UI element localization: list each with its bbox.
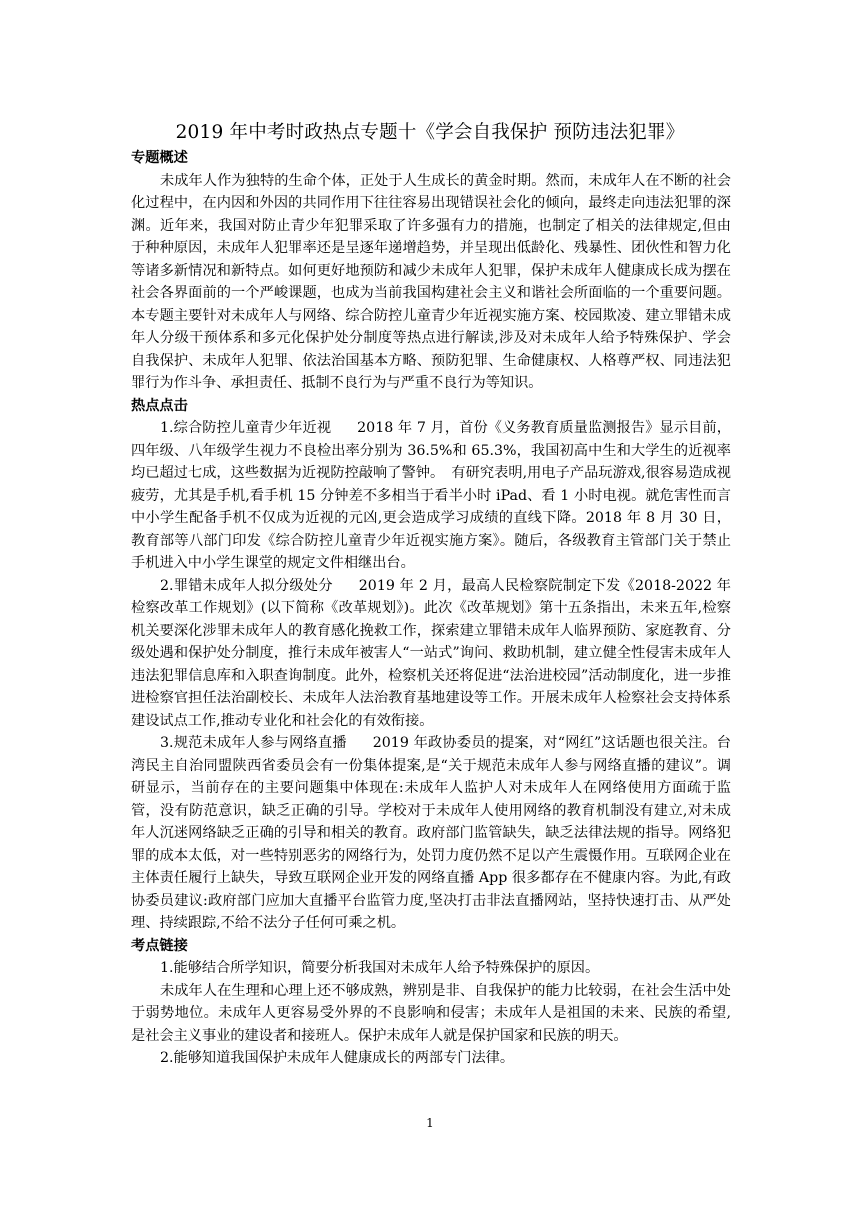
hotspot-text: 2019 年政协委员的提案，对“网红”这话题也很关注。台湾民主自治同盟陕西省委员会有一份集体提案,是“关于规范未成年人参与网络直播的建议”。调研显示，当前存在的主要问题集中体现在:未成年人监护人对未成年人在网络使用方面疏于监管，没有防范意识，缺乏正确的引导。学校对于未成年人使用网络的教育机制没有建立,对未成年人沉迷网络缺乏正确的引导和相关的教育。政府部门监管缺失，缺乏法律法规的指导。网络犯罪的成本太低，对一些特别恶劣的网络行为，处罚力度仍然不足以产生震慑作用。互联网企业在主体责任履行上缺失，导致互联网企业开发的网络直播 App 很多都存在不健康内容。为此,有政协委员建议:政府部门应加大直播平台监管力度,坚决打击非法直播网站，坚持快速打击、从严处理、持续跟踪,不给不法分子任何可乘之机。 (131, 735, 731, 931)
overview-paragraph: 未成年人作为独特的生命个体，正处于人生成长的黄金时期。然而，未成年人在不断的社会化过程中，在内因和外因的共同作用下往往容易出现错误社会化的倾向，最终走向违法犯罪的深渊。近年来，我国对防止青少年犯罪采取了许多强有力的措施，也制定了相关的法律规定,但由于种种原因，未成年人犯罪率还是呈逐年递增趋势，并呈现出低龄化、残暴性、团伙性和智力化等诸多新情况和新特点。如何更好地预防和减少未成年人犯罪，保护未成年人健康成长成为摆在社会各界面前的一个严峻课题，也成为当前我国构建社会主义和谐社会所面临的一个重要问题。本专题主要针对未成年人与网络、综合防控儿童青少年近视实施方案、校园欺凌、建立罪错未成年人分级干预体系和多元化保护处分制度等热点进行解读,涉及对未成年人给予特殊保护、学会自我保护、未成年人犯罪、依法治国基本方略、预防犯罪、生命健康权、人格尊严权、同违法犯罪行为作斗争、承担责任、抵制不良行为与严重不良行为等知识。 (131, 172, 731, 391)
section-heading-hotspots: 热点点击 (131, 397, 188, 414)
hotspot-text: 2019 年 2 月，最高人民检察院制定下发《2018-2022 年检察改革工作规划》(以下简称《改革规划》)。此次《改革规划》第十五条指出，未来五年,检察机关要深化涉罪未成年人的教育感化挽救工作，探索建立罪错未成年人临界预防、家庭教育、分级处遇和保护处分制度，推行未成年被害人“一站式”询问、救助机制，建立健全性侵害未成年人违法犯罪信息库和入职查询制度。此外，检察机关还将促进“法治进校园”活动制度化，进一步推进检察官担任法治副校长、未成年人法治教育基地建设等工作。开展未成年人检察社会支持体系建设试点工作,推动专业化和社会化的有效衔接。 (131, 577, 731, 729)
hotspot-item-2 (131, 575, 731, 733)
section-heading-links: 考点链接 (131, 937, 188, 954)
hotspot-item-1 (131, 417, 731, 575)
hotspot-item-3 (131, 732, 731, 935)
section-heading-overview: 专题概述 (131, 150, 188, 166)
link-question-1: 1.能够结合所学知识，简要分析我国对未成年人给予特殊保护的原因。 (160, 960, 600, 976)
document-body (131, 147, 731, 1070)
document-title: 2019 年中考时政热点专题十《学会自我保护 预防违法犯罪》 (175, 122, 685, 143)
hotspot-title: 2.罪错未成年人拟分级处分 (160, 577, 333, 594)
link-question-2: 2.能够知道我国保护未成年人健康成长的两部专门法律。 (160, 1050, 515, 1066)
link-answer-1: 未成年人在生理和心理上还不够成熟，辨别是非、自我保护的能力比较弱，在社会生活中处于弱势地位。未成年人更容易受外界的不良影响和侵害；未成年人是祖国的未来、民族的希望,是社会主义事业的建设者和接班人。保护未成年人就是保护国家和民族的明天。 (131, 982, 731, 1044)
page-number: 1 (426, 1116, 434, 1130)
hotspot-text: 2018 年 7 月，首份《义务教育质量监测报告》显示目前，四年级、八年级学生视力不良检出率分别为 36.5%和 65.3%，我国初高中生和大学生的近视率均已超过七成，这些数据为近视防控敲响了警钟。 有研究表明,用电子产品玩游戏,很容易造成视疲劳，尤其是手机,看手机 15 分钟差不多相当于看半小时 iPad、看 1 小时电视。就危害性而言中小学生配备手机不仅成为近视的元凶,更会造成学习成绩的直线下降。2018 年 8 月 30 日，教育部等八部门印发《综合防控儿童青少年近视实施方案》。随后，各级教育主管部门关于禁止手机进入中小学生课堂的规定文件相继出台。 (131, 420, 731, 571)
hotspot-title: 3.规范未成年人参与网络直播 (160, 735, 347, 751)
hotspot-title: 1.综合防控儿童青少年近视 (160, 420, 332, 436)
